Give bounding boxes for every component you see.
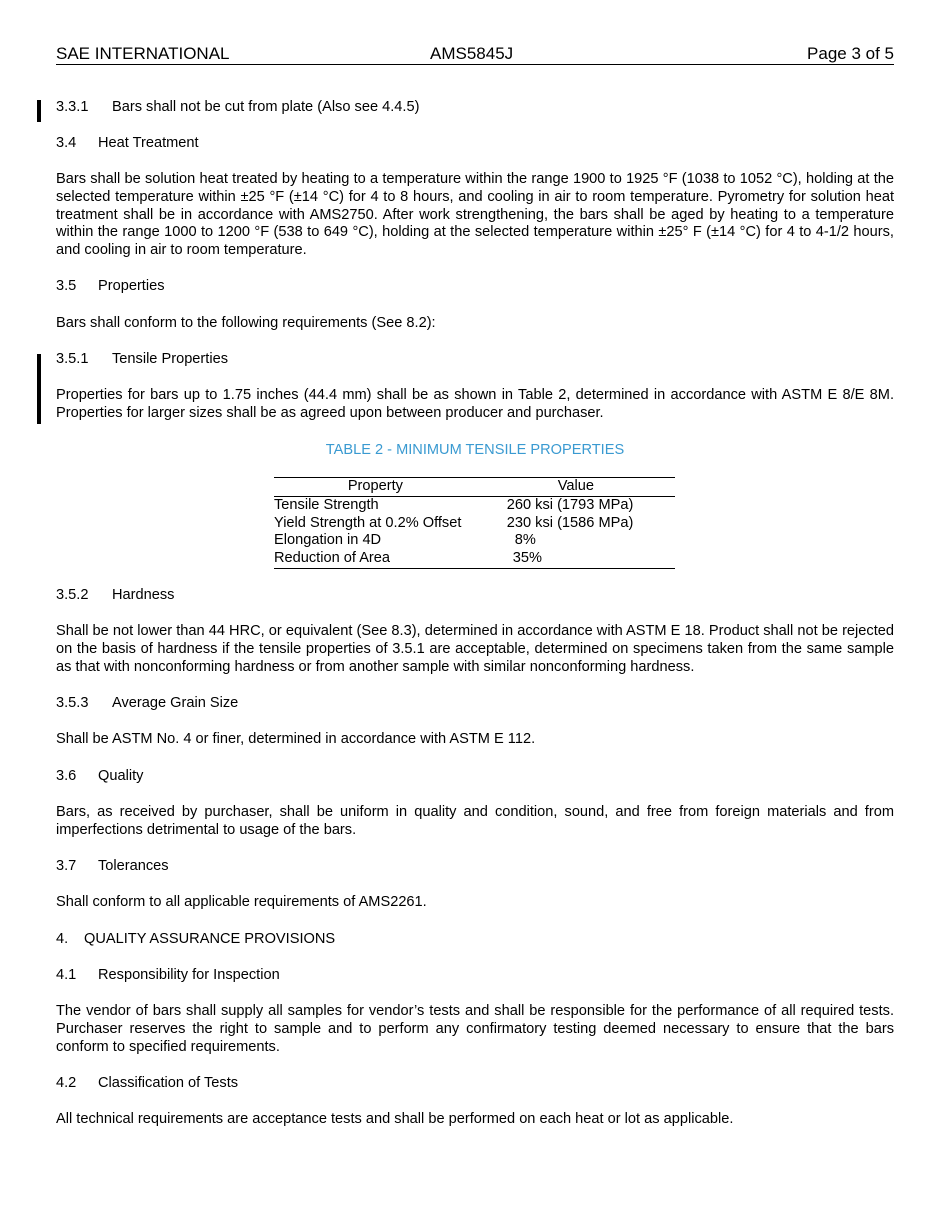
section-number: 3.5.3 xyxy=(56,695,89,711)
section-3-6-body: Bars, as received by purchaser, shall be uniform in quality and condition, sound, and free from foreign materials and from imperfections detrimental to usage of the bars. xyxy=(56,804,894,838)
table-row xyxy=(274,532,675,550)
header-doc-id: AMS5845J xyxy=(430,44,514,63)
section-number: 4.1 xyxy=(56,967,77,983)
section-3-5-heading xyxy=(56,278,894,296)
section-3-7-body: Shall conform to all applicable requirements of AMS2261. xyxy=(56,894,427,910)
section-number: 4.2 xyxy=(56,1075,77,1091)
section-title: Hardness xyxy=(112,587,175,603)
section-number: 3.7 xyxy=(56,858,77,874)
table-cell-property: Elongation in 4D xyxy=(274,532,382,549)
section-3-5-3-heading xyxy=(56,695,894,713)
section-number: 3.5.1 xyxy=(56,351,89,367)
section-title: Tolerances xyxy=(98,858,169,874)
table-row xyxy=(274,550,675,568)
section-title: Average Grain Size xyxy=(112,695,239,711)
table-cell-property: Yield Strength at 0.2% Offset xyxy=(274,514,462,531)
section-4-2-heading xyxy=(56,1075,894,1093)
section-4-heading xyxy=(56,931,894,949)
section-3-6-heading xyxy=(56,768,894,786)
section-4-1-body: The vendor of bars shall supply all samples for vendor’s tests and shall be responsible for the performance of all required tests. Purchaser reserves the right to sample and to perform any confirmatory testing deemed necessary to ensure that the bars conform to specified requirements. xyxy=(56,1003,894,1055)
table-2-title: TABLE 2 - MINIMUM TENSILE PROPERTIES xyxy=(325,442,625,458)
table-cell-value: 35% xyxy=(477,550,675,568)
table-cell-value: 260 ksi (1793 MPa) xyxy=(506,496,634,513)
change-bar-3-3-1 xyxy=(37,100,41,122)
section-title: Classification of Tests xyxy=(98,1075,239,1091)
section-3-4-body: Bars shall be solution heat treated by heating to a temperature within the range 1900 to 1925 °F (1038 to 1052 °C), holding at the selected temperature within ±25 °F (±14 °C) for 4 to 8 hours, and cooling in air to room temperature. Pyrometry for solution heat treatment shall be in accordance with AMS2750. After work strengthening, the bars shall be aged by heating to a temperature within the range 1000 to 1200 °F (538 to 649 °C), holding at the selected temperature within ±25° F (±14 °C) for 4 to 4-1/2 hours, and cooling in air to room temperature. xyxy=(56,171,894,259)
section-3-3-1 xyxy=(56,99,894,117)
table-header-row xyxy=(274,478,675,497)
section-number: 3.6 xyxy=(56,768,77,784)
section-number: 3.3.1 xyxy=(56,99,89,115)
section-3-5-1-body: Properties for bars up to 1.75 inches (44.4 mm) shall be as shown in Table 2, determined in accordance with ASTM E 8/E 8M. Properties for larger sizes shall be as agreed upon between producer and purchaser. xyxy=(56,387,894,421)
section-number: 3.5 xyxy=(56,278,77,294)
section-3-4-heading xyxy=(56,135,894,153)
table-cell-property: Tensile Strength xyxy=(274,496,379,513)
section-title: Responsibility for Inspection xyxy=(98,967,280,983)
section-3-7-heading xyxy=(56,858,894,876)
section-4-1-heading xyxy=(56,967,894,985)
header-org: SAE INTERNATIONAL xyxy=(56,44,230,63)
section-title: Quality xyxy=(98,768,144,784)
section-title: Heat Treatment xyxy=(98,135,199,151)
section-number: 3.4 xyxy=(56,135,77,151)
change-bar-3-5-1 xyxy=(37,354,41,424)
page-header xyxy=(56,44,894,65)
table-header-value: Value xyxy=(477,478,675,497)
section-title: QUALITY ASSURANCE PROVISIONS xyxy=(84,931,336,947)
section-4-2-body: All technical requirements are acceptance tests and shall be performed on each heat or lot as applicable. xyxy=(56,1111,734,1127)
section-title: Properties xyxy=(98,278,165,294)
table-row xyxy=(274,496,675,514)
section-3-5-2-heading xyxy=(56,587,894,605)
header-page-number: Page 3 of 5 xyxy=(807,44,894,63)
table-cell-property: Reduction of Area xyxy=(274,550,477,568)
section-3-5-body: Bars shall conform to the following requirements (See 8.2): xyxy=(56,315,436,331)
section-text: Bars shall not be cut from plate (Also see 4.4.5) xyxy=(112,99,420,115)
section-3-5-3-body: Shall be ASTM No. 4 or finer, determined in accordance with ASTM E 112. xyxy=(56,731,536,747)
section-number: 4. xyxy=(56,931,69,947)
table-header-property: Property xyxy=(274,478,477,497)
table-2 xyxy=(274,477,675,569)
section-3-5-2-body: Shall be not lower than 44 HRC, or equivalent (See 8.3), determined in accordance with ASTM E 18. Product shall not be rejected on the basis of hardness if the tensile properties of 3.5.1 are acceptable, determined on specimens taken from the same sample as that with nonconforming hardness or from another sample with similar nonconforming hardness. xyxy=(56,623,894,675)
section-title: Tensile Properties xyxy=(112,351,228,367)
section-number: 3.5.2 xyxy=(56,587,89,603)
table-cell-value: 8% xyxy=(514,532,536,549)
table-cell-value: 230 ksi (1586 MPa) xyxy=(506,514,634,531)
section-3-5-1-heading xyxy=(56,351,894,369)
table-row xyxy=(274,515,675,533)
